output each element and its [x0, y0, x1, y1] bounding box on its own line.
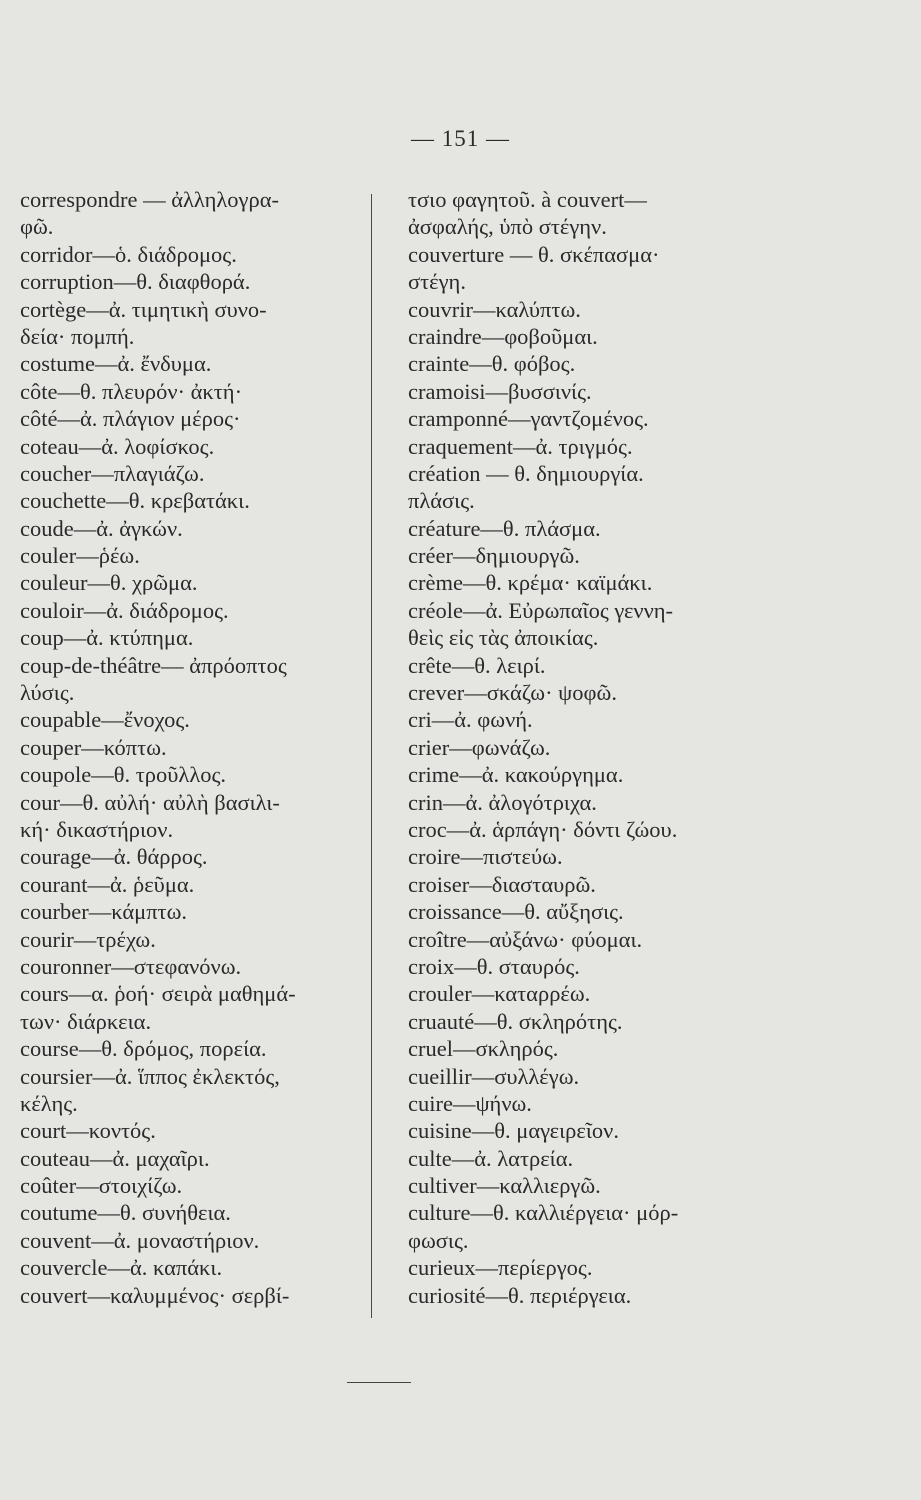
dictionary-line: croître—αὐξάνω· φύομαι.: [408, 926, 643, 952]
dictionary-line: couchette—θ. κρεβατάκι.: [20, 488, 250, 514]
dictionary-line: côte—θ. πλευρόν· ἀκτή·: [20, 378, 243, 404]
dictionary-line: στέγη.: [408, 269, 466, 295]
dictionary-line: croire—πιστεύω.: [408, 844, 563, 870]
dictionary-line: cueillir—συλλέγω.: [408, 1063, 580, 1089]
page-number: — 151 —: [411, 126, 510, 151]
dictionary-line: coupole—θ. τροῦλλος.: [20, 762, 227, 788]
dictionary-line: crème—θ. κρέμα· καϊμάκι.: [408, 570, 653, 596]
dictionary-line: courage—ἀ. θάρρος.: [20, 844, 208, 870]
dictionary-line: couvent—ἀ. μοναστήριον.: [20, 1227, 260, 1253]
dictionary-line: coude—ἀ. ἀγκών.: [20, 515, 183, 541]
dictionary-line: craquement—ἀ. τριγμός.: [408, 433, 633, 459]
dictionary-line: cour—θ. αὐλή· αὐλὴ βασιλι-: [20, 789, 280, 815]
dictionary-line: culte—ἀ. λατρεία.: [408, 1145, 574, 1171]
dictionary-line: coup—ἀ. κτύπημα.: [20, 625, 194, 651]
dictionary-line: couteau—ἀ. μαχαῖρι.: [20, 1145, 210, 1171]
dictionary-line: cruauté—θ. σκληρότης.: [408, 1008, 623, 1034]
dictionary-line: cultiver—καλλιεργῶ.: [408, 1173, 601, 1199]
dictionary-line: corridor—ὁ. διάδρομος.: [20, 241, 237, 267]
dictionary-line: croc—ἀ. ἁρπάγη· δόντι ζώου.: [408, 816, 678, 842]
dictionary-line: cuisine—θ. μαγειρεῖον.: [408, 1118, 619, 1144]
dictionary-line: crouler—καταρρέω.: [408, 981, 591, 1007]
dictionary-line: courir—τρέχω.: [20, 926, 156, 952]
dictionary-line: croiser—διασταυρῶ.: [408, 871, 596, 897]
dictionary-line: costume—ἀ. ἔνδυμα.: [20, 351, 212, 377]
dictionary-line: crin—ἀ. ἀλογότριχα.: [408, 789, 597, 815]
dictionary-line: cortège—ἀ. τιμητικὴ συνο-: [20, 296, 267, 322]
dictionary-line: couper—κόπτω.: [20, 734, 167, 760]
dictionary-line: corruption—θ. διαφθορά.: [20, 269, 251, 295]
dictionary-line: cours—α. ῥοή· σειρὰ μαθημά-: [20, 981, 296, 1007]
dictionary-line: δεία· πομπή.: [20, 323, 135, 349]
dictionary-line: coteau—ἀ. λοφίσκος.: [20, 433, 215, 459]
dictionary-line: coûter—στοιχίζω.: [20, 1173, 183, 1199]
dictionary-line: courber—κάμπτω.: [20, 899, 188, 925]
dictionary-line: coup-de-théâtre— ἀπρόοπτος: [20, 652, 287, 678]
dictionary-line: couronner—στεφανόνω.: [20, 953, 242, 979]
dictionary-line: coupable—ἔνοχος.: [20, 707, 190, 733]
dictionary-line: curieux—περίεργος.: [408, 1255, 593, 1281]
dictionary-line: coucher—πλαγιάζω.: [20, 460, 205, 486]
dictionary-line: courant—ἀ. ῥεῦμα.: [20, 871, 195, 897]
dictionary-line: couloir—ἀ. διάδρομος.: [20, 597, 229, 623]
dictionary-line: cri—ἀ. φωνή.: [408, 707, 533, 733]
dictionary-line: φωσις.: [408, 1227, 469, 1253]
dictionary-line: court—κοντός.: [20, 1118, 156, 1144]
dictionary-line: crête—θ. λειρί.: [408, 652, 546, 678]
right-column: [408, 186, 748, 1309]
dictionary-line: course—θ. δρόμος, πορεία.: [20, 1036, 267, 1062]
dictionary-line: coutume—θ. συνήθεια.: [20, 1200, 231, 1226]
dictionary-line: croix—θ. σταυρός.: [408, 953, 580, 979]
dictionary-line: curiosité—θ. περιέργεια.: [408, 1282, 632, 1308]
dictionary-line: création — θ. δημιουργία.: [408, 460, 644, 486]
column-divider: [371, 194, 372, 1318]
dictionary-line: crime—ἀ. κακούργημα.: [408, 762, 624, 788]
dictionary-line: θεὶς εἰς τὰς ἀποικίας.: [408, 625, 599, 651]
dictionary-line: cramponné—γαντζομένος.: [408, 406, 649, 432]
dictionary-line: créer—δημιουργῶ.: [408, 543, 580, 569]
dictionary-line: côté—ἀ. πλάγιον μέρος·: [20, 406, 241, 432]
dictionary-line: couvert—καλυμμένος· σερβί-: [20, 1282, 290, 1308]
dictionary-line: couler—ῥέω.: [20, 543, 140, 569]
dictionary-line: craindre—φοβοῦμαι.: [408, 323, 598, 349]
dictionary-line: cruel—σκληρός.: [408, 1036, 559, 1062]
dictionary-line: correspondre — ἀλληλογρα-: [20, 187, 279, 212]
dictionary-line: couleur—θ. χρῶμα.: [20, 570, 198, 596]
dictionary-line: créature—θ. πλάσμα.: [408, 515, 601, 541]
dictionary-line: cramoisi—βυσσινίς.: [408, 378, 592, 404]
dictionary-line: couvrir—καλύπτω.: [408, 296, 581, 322]
left-column: [20, 186, 360, 1309]
dictionary-line: κή· δικαστήριον.: [20, 816, 174, 842]
dictionary-line: crainte—θ. φόβος.: [408, 351, 576, 377]
dictionary-line: λύσις.: [20, 680, 75, 706]
dictionary-line: crever—σκάζω· ψοφῶ.: [408, 680, 617, 706]
dictionary-line: couverture — θ. σκέπασμα·: [408, 241, 660, 267]
dictionary-line: φῶ.: [20, 214, 54, 240]
dictionary-line: croissance—θ. αὔξησις.: [408, 899, 624, 925]
dictionary-line: créole—ἀ. Εὐρωπαῖος γεννη-: [408, 597, 674, 623]
dictionary-line: crier—φωνάζω.: [408, 734, 551, 760]
dictionary-line: των· διάρκεια.: [20, 1008, 152, 1034]
footer-rule: [347, 1382, 411, 1383]
dictionary-line: ἀσφαλής, ὑπὸ στέγην.: [408, 214, 607, 240]
dictionary-line: couvercle—ἀ. καπάκι.: [20, 1255, 223, 1281]
dictionary-line: τσιο φαγητοῦ. à couvert—: [408, 187, 647, 212]
dictionary-line: πλάσις.: [408, 488, 475, 514]
dictionary-line: κέλης.: [20, 1090, 78, 1116]
dictionary-line: coursier—ἀ. ἵππος ἐκλεκτός,: [20, 1063, 280, 1089]
dictionary-line: cuire—ψήνω.: [408, 1090, 532, 1116]
dictionary-line: culture—θ. καλλιέργεια· μόρ-: [408, 1200, 679, 1226]
